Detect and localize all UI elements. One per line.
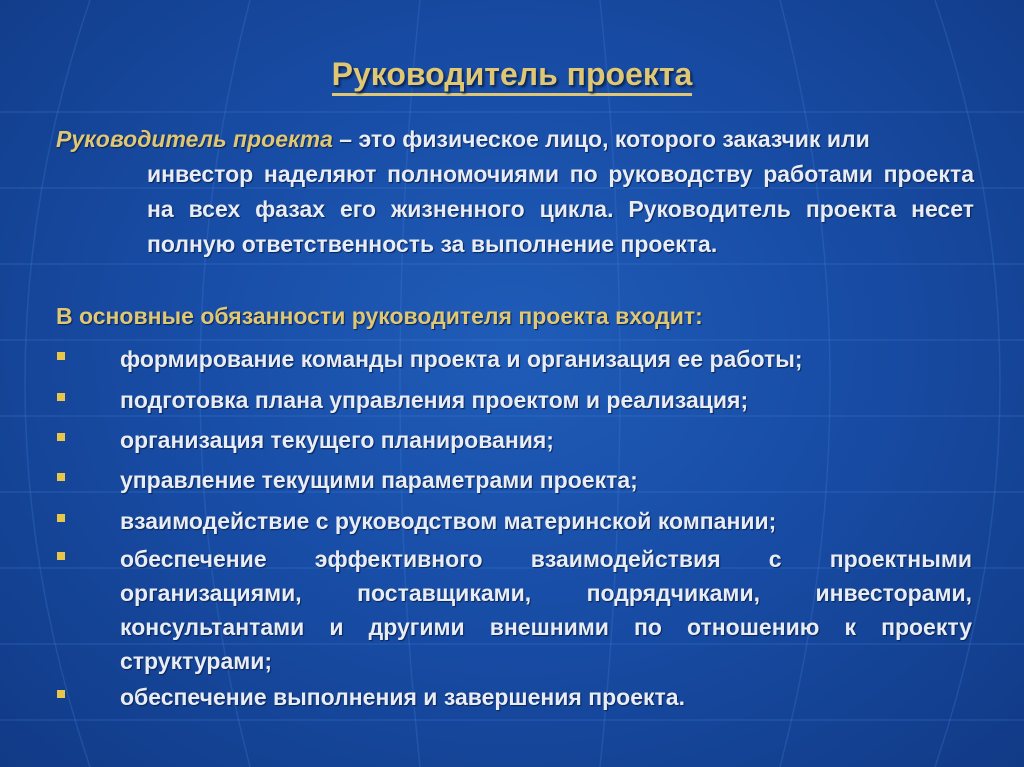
bullet-icon <box>57 690 65 698</box>
bullet-icon <box>57 433 65 441</box>
slide-title-text: Руководитель проекта <box>332 56 693 96</box>
duties-heading: В основные обязанности руководителя проекта входит: <box>56 303 703 329</box>
definition-paragraph <box>56 122 974 262</box>
bullet-icon <box>57 393 65 401</box>
list-item-text: подготовка плана управления проектом и реализация; <box>120 387 749 413</box>
definition-term: Руководитель проекта <box>56 126 333 152</box>
slide-title <box>0 56 1024 93</box>
list-item-text: обеспечение выполнения и завершения проекта. <box>120 684 685 710</box>
bullet-icon <box>57 514 65 522</box>
bullet-icon <box>57 473 65 481</box>
list-item-text: организация текущего планирования; <box>120 427 554 453</box>
list-item-text: взаимодействие с руководством материнской компании; <box>120 508 777 534</box>
definition-continuation: инвестор наделяют полномочиями по руководству работами проекта на всех фазах его жизненного цикла. Руководитель проекта несет полную ответственность за выполнение проекта. <box>147 161 974 257</box>
bullet-icon <box>57 552 65 560</box>
list-item-text: формирование команды проекта и организация ее работы; <box>120 346 803 372</box>
list-item-text: управление текущими параметрами проекта; <box>120 467 638 493</box>
bullet-icon <box>57 352 65 360</box>
definition-first-line-text: – это физическое лицо, которого заказчик или <box>332 126 870 152</box>
definition-first-line <box>56 122 974 157</box>
list-item-text: обеспечение эффективного взаимодействия с проектными организациями, поставщиками, подрядчиками, инвесторами, консультантами и другими внешними по отношению к проекту структурами; <box>120 546 972 674</box>
